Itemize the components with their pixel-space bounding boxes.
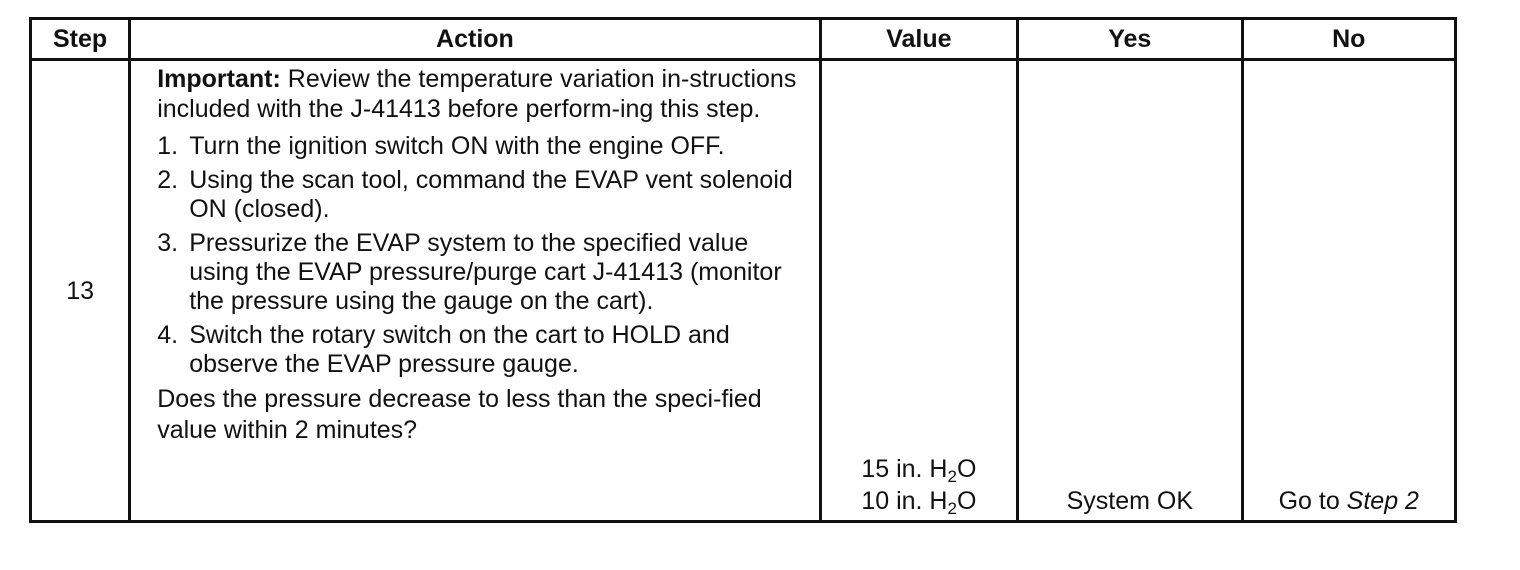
value-subscript: 2 — [947, 499, 957, 518]
value-prefix: 15 in. H — [861, 455, 948, 483]
header-step: Step — [31, 19, 130, 60]
procedure-step-number: 3. — [157, 229, 179, 257]
header-value: Value — [820, 19, 1017, 60]
value-prefix: 10 in. H — [861, 487, 948, 515]
procedure-step — [157, 166, 808, 224]
important-label: Important: — [157, 65, 281, 93]
header-row — [31, 19, 1456, 60]
procedure-step-text: Turn the ignition switch ON with the engine OFF. — [189, 132, 725, 160]
table-row — [31, 60, 1456, 522]
diagnostic-question: Does the pressure decrease to less than the speci-fied value within 2 minutes? — [157, 385, 762, 444]
procedure-steps — [157, 132, 808, 379]
value-entry — [822, 485, 1016, 517]
procedure-step-number: 4. — [157, 321, 179, 349]
header-action: Action — [130, 19, 820, 60]
important-note — [157, 65, 808, 124]
step-number: 13 — [31, 60, 130, 522]
procedure-step — [157, 321, 808, 379]
procedure-step — [157, 132, 808, 161]
important-text: Review the temperature variation in-structions included with the J-41413 before perform-ing this step. — [157, 65, 797, 123]
procedure-step-text: Using the scan tool, command the EVAP vent solenoid ON (closed). — [189, 166, 793, 223]
header-no: No — [1242, 19, 1455, 60]
diagnostic-table — [29, 17, 1457, 523]
value-cell — [820, 60, 1017, 522]
procedure-step — [157, 229, 808, 316]
value-suffix: O — [956, 455, 977, 483]
value-subscript: 2 — [947, 467, 957, 486]
value-suffix: O — [956, 487, 977, 515]
procedure-step-number: 2. — [157, 166, 179, 194]
no-result — [1244, 485, 1454, 517]
header-yes: Yes — [1018, 19, 1242, 60]
procedure-step-number: 1. — [157, 132, 179, 160]
procedure-step-text: Switch the rotary switch on the cart to HOLD and observe the EVAP pressure gauge. — [189, 321, 730, 378]
yes-result: System OK — [1066, 487, 1193, 515]
no-cell — [1242, 60, 1455, 522]
no-result-step-link: Step 2 — [1346, 487, 1419, 515]
procedure-step-text: Pressurize the EVAP system to the specified value using the EVAP pressure/purge cart J-41413 (monitor the pressure using the gauge on the cart). — [189, 229, 782, 315]
action-cell — [130, 60, 820, 522]
no-result-prefix: Go to — [1278, 487, 1347, 515]
value-entry — [822, 453, 1016, 485]
yes-cell — [1018, 60, 1242, 522]
